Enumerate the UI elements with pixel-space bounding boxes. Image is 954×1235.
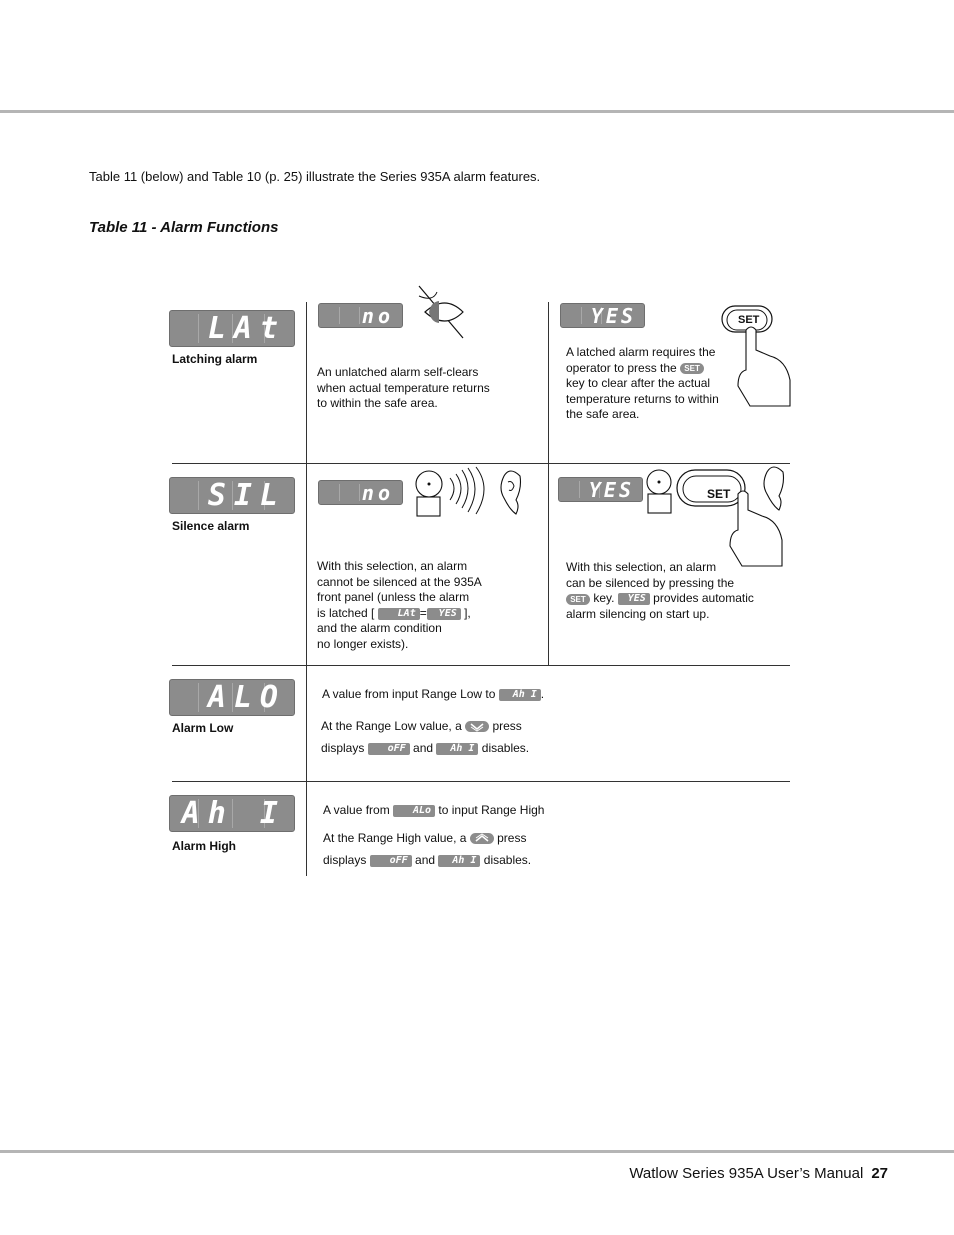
set-key-label: SET [707, 487, 731, 501]
latching-yes-description: A latched alarm requires the operator to press the SET key to clear after the actual temperature returns to within the safe area. [566, 345, 719, 422]
table-title: Table 11 - Alarm Functions [89, 219, 279, 236]
lcd-display-sil [169, 477, 295, 514]
lcd-text: Ah I [181, 796, 286, 831]
lcd-ahi-inline: Ah I [499, 689, 541, 701]
lcd-display-no [318, 303, 403, 328]
alarm-low-line2: At the Range Low value, a press [321, 719, 522, 733]
alarm-low-line1: A value from input Range Low to Ah I . [322, 687, 545, 701]
lcd-text: no [361, 480, 394, 505]
silence-yes-description: With this selection, an alarm can be silenced by pressing the SET key. YES provides automatic alarm silencing on start up. [566, 560, 754, 621]
row-label-silence: Silence alarm [172, 519, 250, 533]
lcd-text: LAt [207, 311, 286, 346]
lcd-off-inline: oFF [370, 855, 412, 867]
alarm-high-line3: displays oFF and Ah I disables. [323, 853, 532, 867]
bell-ringing-ear-icon [412, 466, 524, 518]
table-divider-middle [548, 302, 549, 665]
lcd-text: YES [588, 477, 634, 502]
lcd-display-alo [169, 679, 295, 716]
lcd-text: ALO [207, 680, 286, 715]
lcd-lat-inline: LAt [378, 608, 420, 620]
lcd-display-no [318, 480, 403, 505]
lcd-display-yes [558, 477, 643, 502]
lcd-yes-inline: YES [427, 608, 461, 620]
row-label-latching: Latching alarm [172, 352, 258, 366]
page-footer [629, 1165, 888, 1182]
set-key-icon: SET [566, 594, 590, 605]
manual-title: Watlow Series 935A User’s Manual [629, 1165, 864, 1182]
row-separator [172, 665, 790, 666]
up-arrow-key-icon [470, 833, 494, 844]
lcd-text: YES [590, 303, 636, 328]
lcd-text: no [361, 303, 394, 328]
row-separator [172, 781, 790, 782]
set-key-label: SET [738, 314, 760, 326]
eye-icon [415, 282, 467, 340]
lcd-text: SIL [207, 478, 286, 513]
alarm-high-line2: At the Range High value, a press [323, 831, 527, 845]
page-number: 27 [871, 1165, 888, 1182]
lcd-ahi-inline: Ah I [436, 743, 478, 755]
alarm-low-line3: displays oFF and Ah I disables. [321, 741, 530, 755]
lcd-alo-inline: ALo [393, 805, 435, 817]
table-divider-left [306, 302, 307, 876]
row-label-alarm-low: Alarm Low [172, 721, 234, 735]
latching-no-description: An unlatched alarm self-clears when actual temperature returns to within the safe area. [317, 365, 490, 411]
lcd-off-inline: oFF [368, 743, 410, 755]
bell-set-key-finger-icon [645, 464, 787, 568]
lcd-yes-inline: YES [618, 593, 650, 605]
lcd-display-ahi [169, 795, 295, 832]
silence-no-description: With this selection, an alarm cannot be silenced at the 935A front panel (unless the alarm is latched [ LAt = YES ], and the alarm condition no longer exists). [317, 559, 482, 651]
lcd-display-lat [169, 310, 295, 347]
alarm-high-line1: A value from ALo to input Range High [323, 803, 545, 817]
down-arrow-key-icon [465, 721, 489, 732]
lcd-ahi-inline: Ah I [438, 855, 480, 867]
set-key-icon: SET [680, 363, 704, 374]
row-label-alarm-high: Alarm High [172, 839, 237, 853]
footer-rule [0, 1150, 954, 1153]
header-rule [0, 110, 954, 113]
lcd-display-yes [560, 303, 645, 328]
intro-text: Table 11 (below) and Table 10 (p. 25) illustrate the Series 935A alarm features. [89, 169, 541, 184]
